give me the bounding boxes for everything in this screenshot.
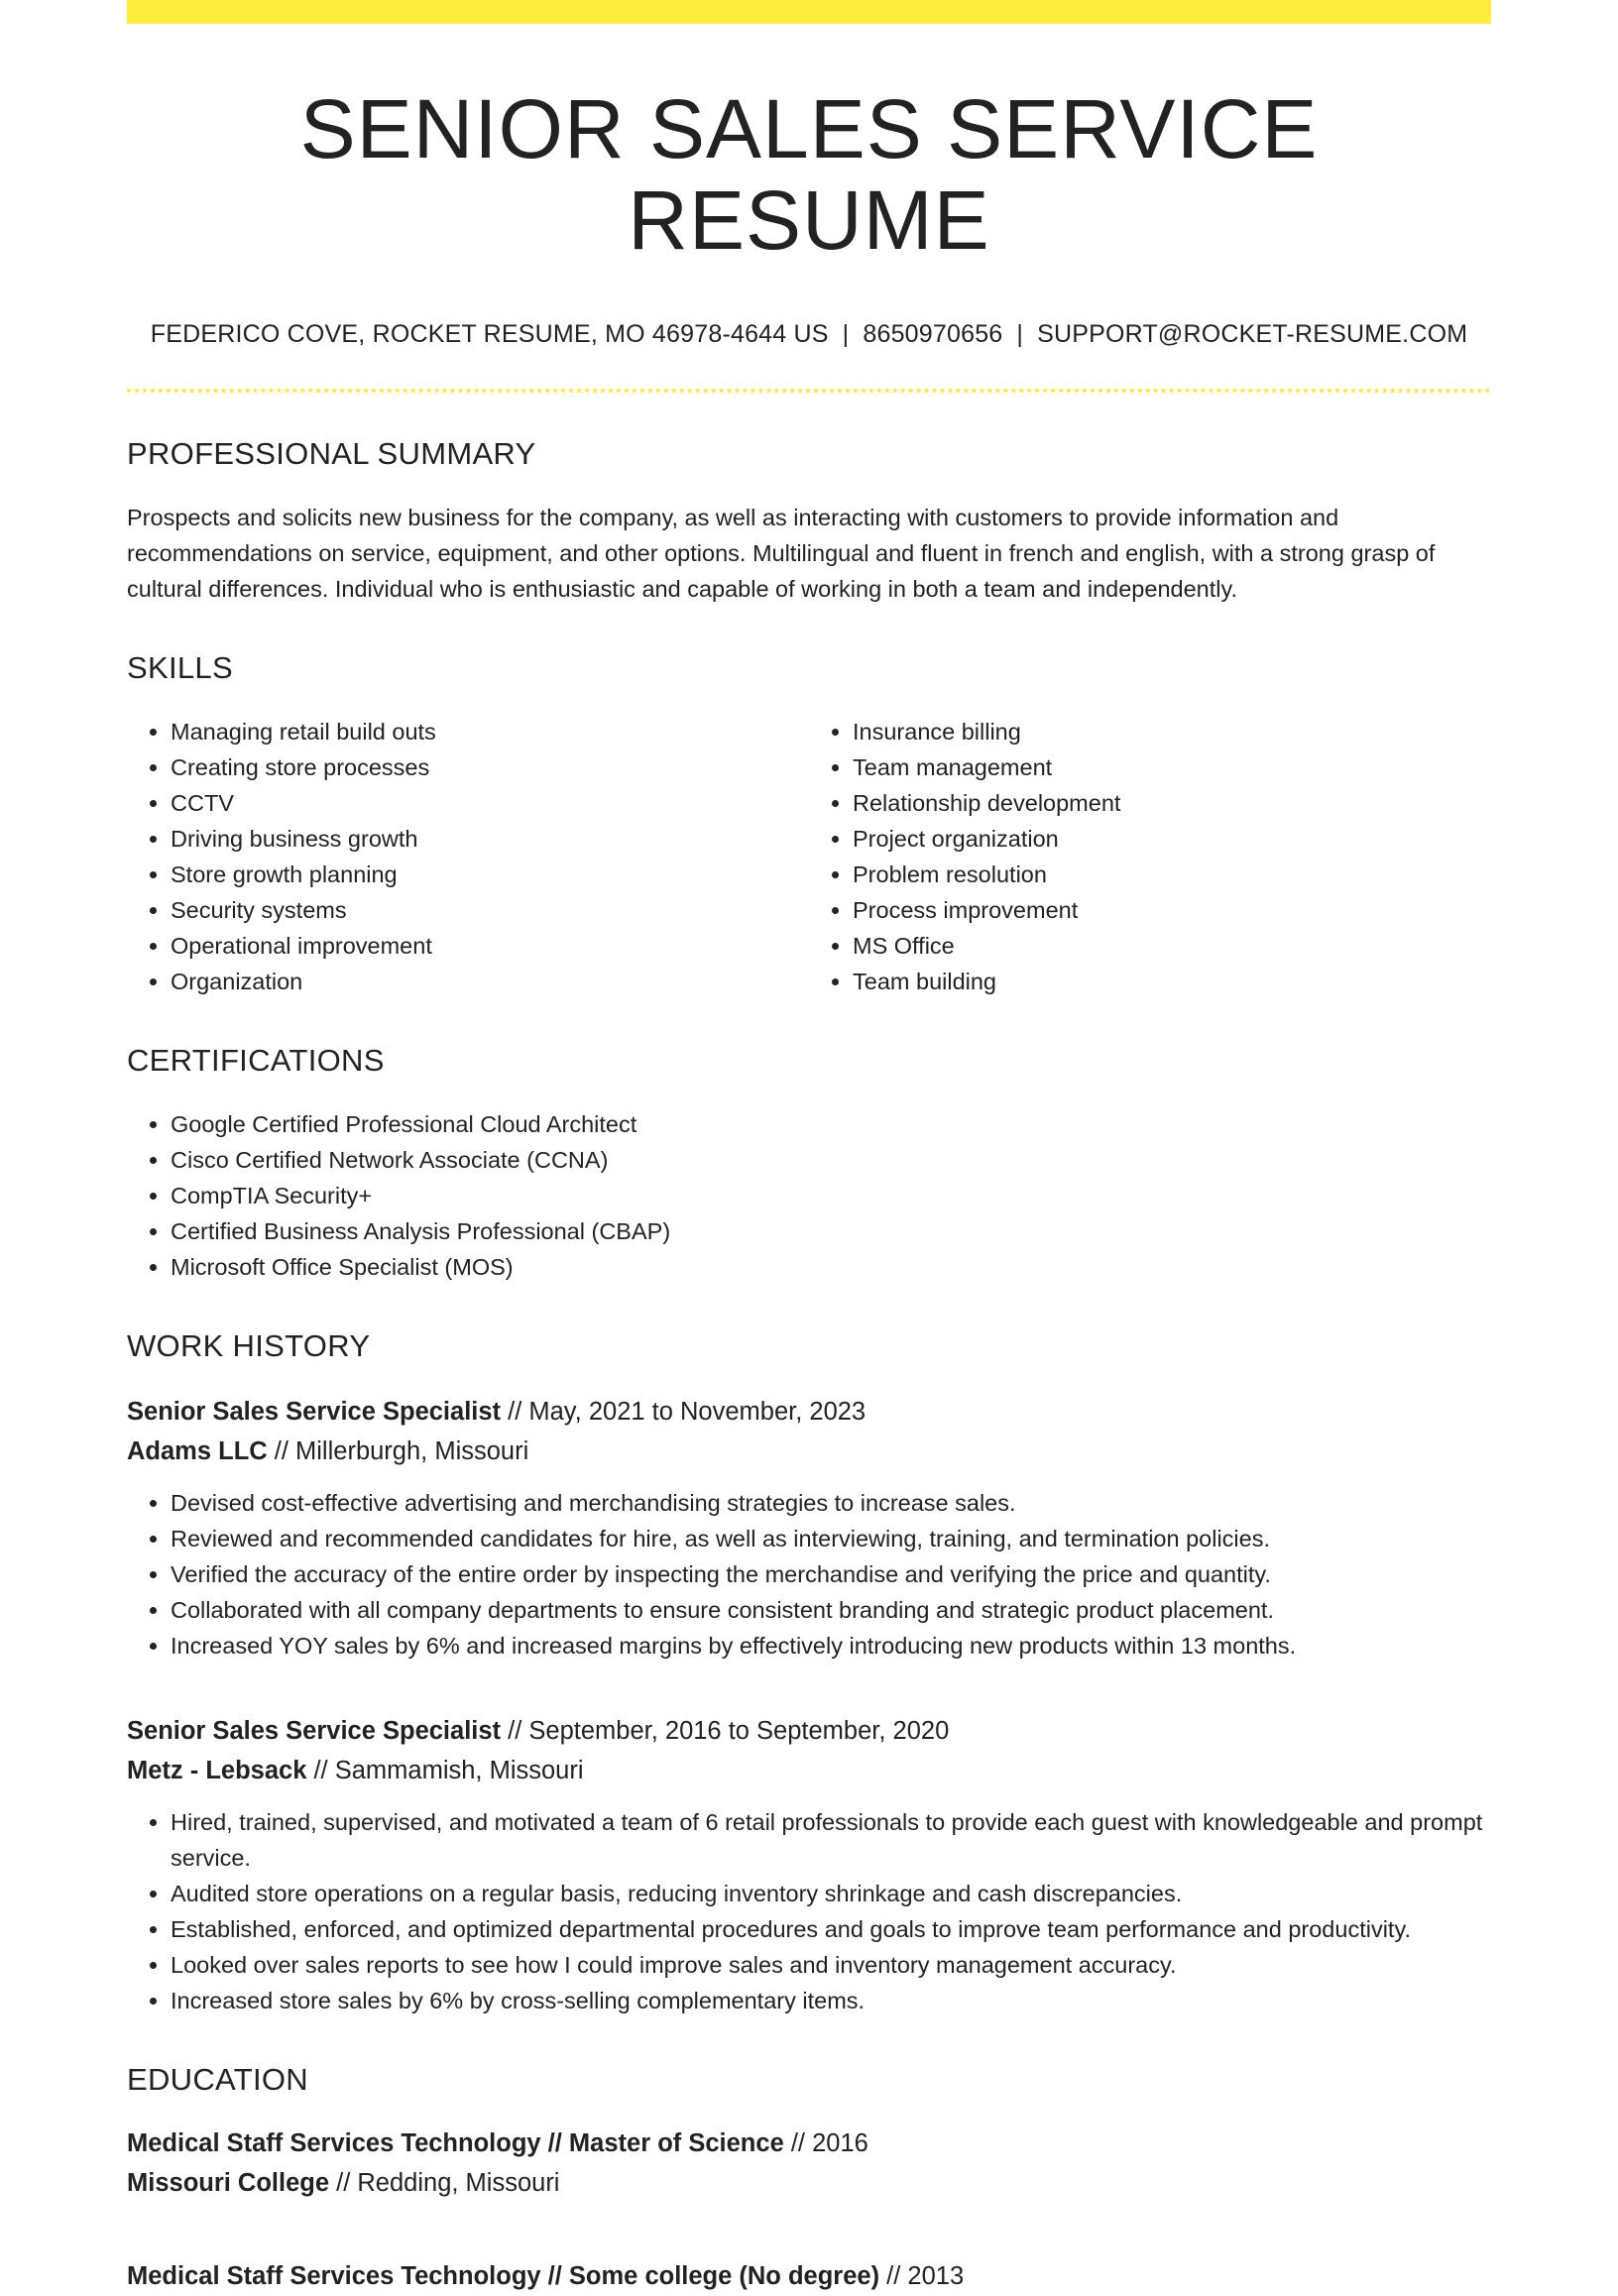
education-school: Missouri College — [127, 2168, 330, 2197]
resume-page — [127, 0, 1491, 2296]
job-title-line — [127, 1392, 1491, 1432]
resume-title: SENIOR SALES SERVICE RESUME — [299, 82, 1319, 268]
certification-item: • Certified Business Analysis Professional (CBAP) — [171, 1213, 1491, 1249]
job-bullet: • Verified the accuracy of the entire order by inspecting the merchandise and verifying the price and quantity. — [171, 1556, 1491, 1592]
skill-item: • Operational improvement — [171, 928, 809, 964]
certification-item: • CompTIA Security+ — [171, 1178, 1491, 1213]
job-bullet: • Looked over sales reports to see how I could improve sales and inventory management accuracy. — [171, 1947, 1491, 1983]
job-bullet: • Reviewed and recommended candidates for hire, as well as interviewing, training, and termination policies. — [171, 1521, 1491, 1556]
job-company-line — [127, 1751, 1491, 1790]
education-heading: EDUCATION — [127, 2061, 308, 2097]
education-degree-line — [127, 2256, 1491, 2296]
job-entry — [127, 1392, 1491, 1664]
skills-heading: SKILLS — [127, 649, 233, 685]
skill-item: • Team management — [853, 749, 1491, 785]
education-entry — [127, 2256, 1491, 2296]
job-title-line — [127, 1711, 1491, 1751]
job-bullets — [127, 1485, 1491, 1664]
certification-item: • Microsoft Office Specialist (MOS) — [171, 1249, 1491, 1285]
education-degree: Medical Staff Services Technology // Some college (No degree) — [127, 2261, 880, 2290]
job-title: Senior Sales Service Specialist — [127, 1716, 502, 1745]
skill-item: • Relationship development — [853, 785, 1491, 821]
skill-item: • Store growth planning — [171, 857, 809, 892]
job-bullet: • Audited store operations on a regular basis, reducing inventory shrinkage and cash discrepancies. — [171, 1876, 1491, 1911]
contact-separator: | — [842, 319, 850, 348]
education-section — [127, 2062, 1491, 2296]
education-year: // 2016 — [783, 2128, 868, 2157]
work-history-section — [127, 1328, 1491, 2018]
skill-item: • Project organization — [853, 821, 1491, 857]
job-dates: // September, 2016 to September, 2020 — [501, 1716, 950, 1745]
summary-text: Prospects and solicits new business for the company, as well as interacting with customers to provide information and recommendations on service, equipment, and other options. Multilingual and fluent in french and english, with a strong grasp of cultural differences. Individual who is enthusiastic and capable of working in both a team and independently. — [127, 504, 1436, 602]
accent-bar — [127, 0, 1491, 24]
job-bullets — [127, 1804, 1491, 2018]
contact-email: SUPPORT@ROCKET-RESUME.COM — [1037, 319, 1468, 348]
skill-item: • Team building — [853, 964, 1491, 999]
job-company-line — [127, 1432, 1491, 1471]
education-degree: Medical Staff Services Technology // Master of Science — [127, 2128, 784, 2157]
education-location: // Redding, Missouri — [329, 2168, 560, 2197]
job-location: // Millerburgh, Missouri — [267, 1436, 529, 1465]
certifications-list — [127, 1106, 1491, 1285]
certifications-heading: CERTIFICATIONS — [127, 1042, 385, 1078]
education-year: // 2013 — [879, 2261, 965, 2290]
certifications-section — [127, 1043, 1491, 1285]
skills-section — [127, 650, 1491, 999]
job-bullet: • Established, enforced, and optimized departmental procedures and goals to improve team performance and productivity. — [171, 1911, 1491, 1947]
skill-item: • Driving business growth — [171, 821, 809, 857]
skill-item: • Process improvement — [853, 892, 1491, 928]
work-history-heading: WORK HISTORY — [127, 1327, 371, 1363]
skill-item: • Security systems — [171, 892, 809, 928]
skill-item: • CCTV — [171, 785, 809, 821]
summary-heading: PROFESSIONAL SUMMARY — [127, 435, 536, 471]
job-location: // Sammamish, Missouri — [306, 1756, 584, 1784]
contact-separator: | — [1016, 319, 1024, 348]
skill-item: • Managing retail build outs — [171, 714, 809, 749]
skills-list-left — [127, 714, 809, 999]
job-bullet: • Collaborated with all company departments to ensure consistent branding and strategic product placement. — [171, 1592, 1491, 1628]
job-company: Metz - Lebsack — [127, 1756, 307, 1784]
education-entry — [127, 2124, 1491, 2203]
skill-item: • Problem resolution — [853, 857, 1491, 892]
certification-item: • Google Certified Professional Cloud Architect — [171, 1106, 1491, 1142]
certification-item: • Cisco Certified Network Associate (CCNA) — [171, 1142, 1491, 1178]
dotted-divider — [127, 389, 1491, 393]
education-degree-line — [127, 2124, 1491, 2163]
contact-line — [127, 320, 1491, 349]
skill-item: • MS Office — [853, 928, 1491, 964]
job-bullet: • Increased store sales by 6% by cross-selling complementary items. — [171, 1983, 1491, 2018]
job-bullet: • Hired, trained, supervised, and motivated a team of 6 retail professionals to provide each guest with knowledgeable and prompt service. — [171, 1804, 1491, 1876]
job-company: Adams LLC — [127, 1436, 268, 1465]
job-title: Senior Sales Service Specialist — [127, 1397, 502, 1426]
summary-section — [127, 436, 1491, 607]
contact-phone: 8650970656 — [863, 319, 1003, 348]
job-entry — [127, 1711, 1491, 2018]
job-dates: // May, 2021 to November, 2023 — [501, 1397, 867, 1426]
job-bullet: • Devised cost-effective advertising and merchandising strategies to increase sales. — [171, 1485, 1491, 1521]
education-school-line — [127, 2163, 1491, 2203]
skill-item: • Insurance billing — [853, 714, 1491, 749]
skill-item: • Organization — [171, 964, 809, 999]
skill-item: • Creating store processes — [171, 749, 809, 785]
job-bullet: • Increased YOY sales by 6% and increased margins by effectively introducing new products within 13 months. — [171, 1628, 1491, 1664]
skills-list-right — [809, 714, 1491, 999]
contact-address: FEDERICO COVE, ROCKET RESUME, MO 46978-4644 US — [150, 319, 829, 348]
